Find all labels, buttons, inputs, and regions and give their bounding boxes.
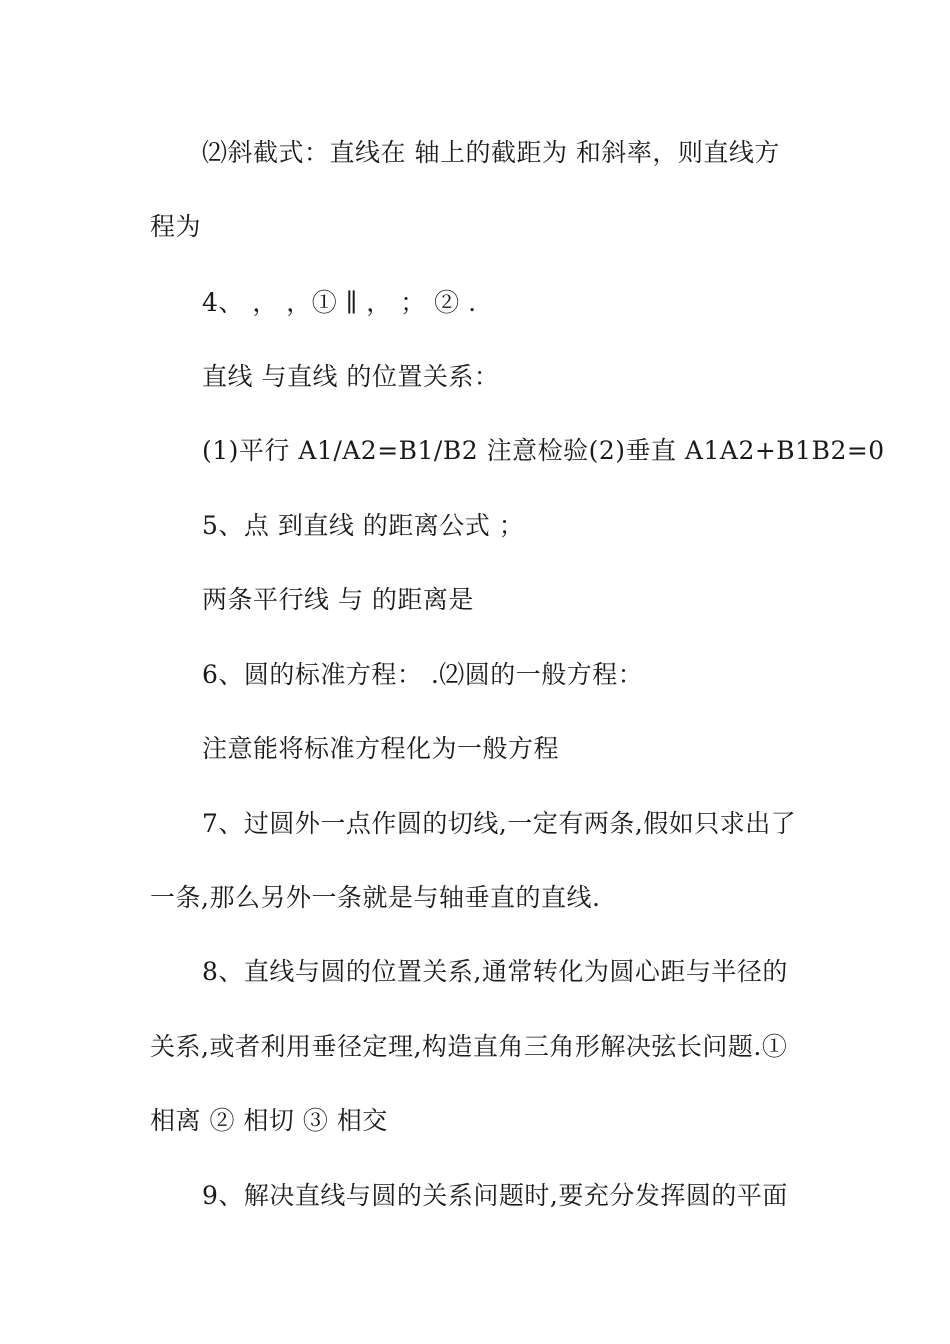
text-line-parallel-perpendicular: (1)平行 A1/A2=B1/B2 注意检验(2)垂直 A1A2+B1B2=0	[202, 436, 885, 465]
text-line-line-relation: 直线 与直线 的位置关系：	[202, 362, 500, 391]
text-line-item-6: 6、圆的标准方程： .⑵圆的一般方程：	[202, 660, 644, 689]
text-line-item-7: 7、过圆外一点作圆的切线,一定有两条,假如只求出了	[202, 809, 797, 838]
text-line-item-9: 9、解决直线与圆的关系问题时,要充分发挥圆的平面	[202, 1181, 788, 1210]
text-line-item-4: 4、 ， ，① ∥ ， ； ② .	[202, 288, 477, 317]
text-line-item-8-cases: 相离 ② 相切 ③ 相交	[150, 1106, 388, 1135]
text-line-equation-is: 程为	[150, 212, 202, 241]
text-line-slope-intercept: ⑵斜截式：直线在 轴上的截距为 和斜率，则直线方	[202, 138, 780, 167]
text-line-parallel-distance: 两条平行线 与 的距离是	[202, 585, 474, 614]
text-line-item-8: 8、直线与圆的位置关系,通常转化为圆心距与半径的	[202, 957, 788, 986]
text-line-convert-note: 注意能将标准方程化为一般方程	[202, 734, 560, 763]
text-line-item-8-continued: 关系,或者利用垂径定理,构造直角三角形解决弦长问题.①	[150, 1032, 788, 1061]
text-line-item-5: 5、点 到直线 的距离公式 ；	[202, 511, 525, 540]
text-line-item-7-continued: 一条,那么另外一条就是与轴垂直的直线.	[150, 883, 601, 912]
